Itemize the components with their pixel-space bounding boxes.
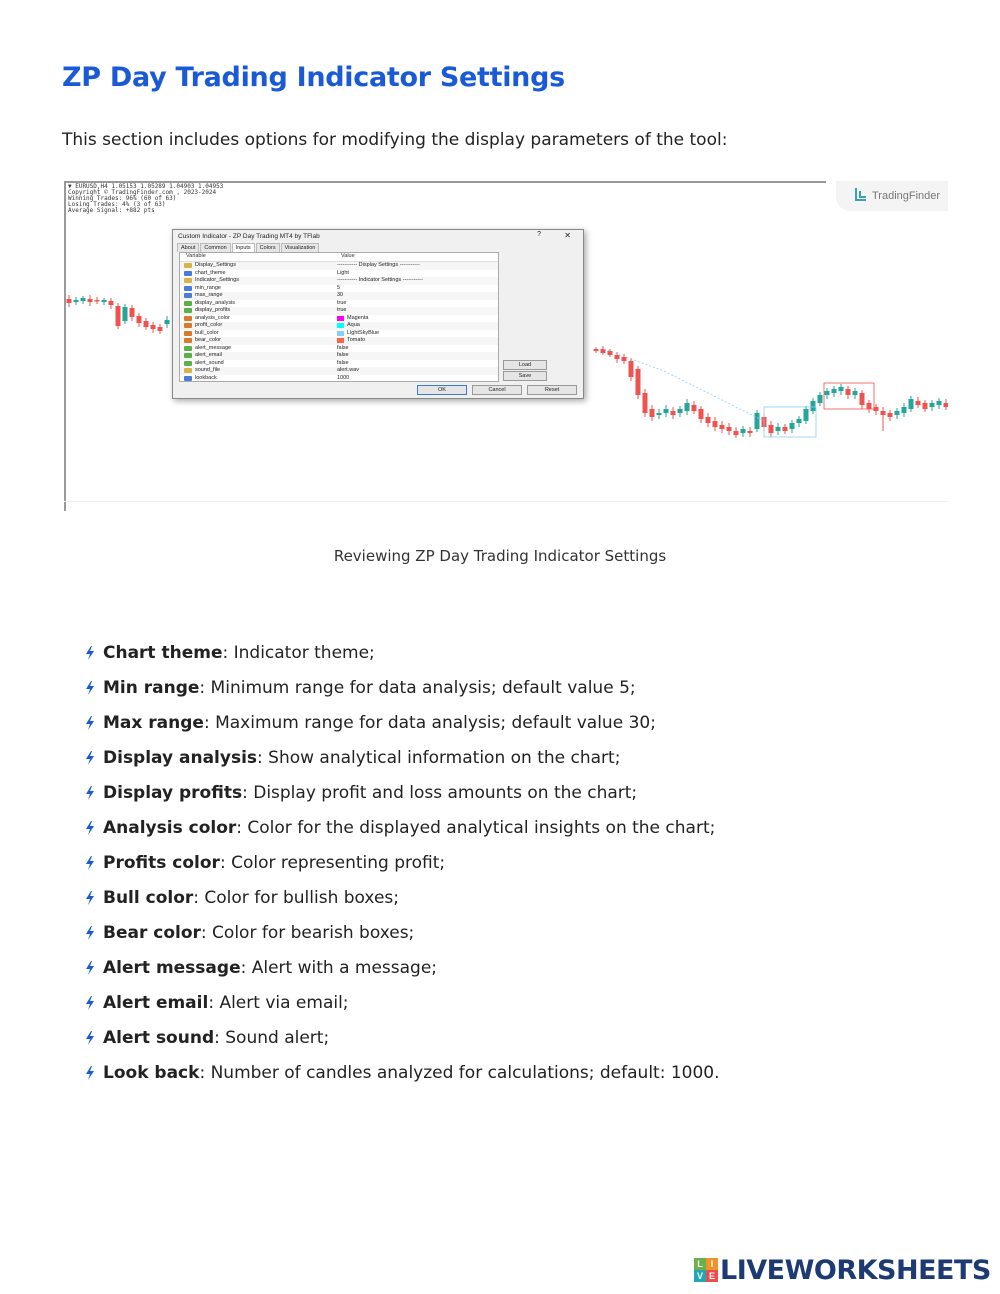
variable-value[interactable] [337,322,360,330]
figure-caption: Reviewing ZP Day Trading Indicator Settings [333,547,667,565]
candle [790,420,795,433]
color-swatch [337,331,344,336]
table-row[interactable] [180,300,498,308]
info-line: ▼ EURUSD,H4 1.05153 1.05289 1.04903 1.04953 [68,183,224,190]
candle [67,295,72,307]
value-text: 1000 [337,374,350,381]
candle [137,313,142,327]
ok-button[interactable]: OK [417,385,467,395]
info-line: Copyright © TradingFinder.com , 2023-2024 [68,189,217,196]
candle [601,346,606,355]
dialog-tabs [177,243,320,252]
value-text: Aqua [347,322,360,328]
variable-name: display_analysis [195,299,236,306]
item-text [103,1028,329,1048]
item-description: : Sound alert; [214,1028,330,1048]
color-swatch [337,316,344,321]
color-swatch [337,338,344,343]
item-label: Profits color [103,853,220,873]
value-text: Light [337,269,349,276]
item-label: Alert message [103,958,241,978]
save-button[interactable]: Save [503,371,547,381]
item-label: Alert email [103,993,209,1013]
liveworksheets-text: LIVEWORKSHEETS [720,1254,991,1286]
list-item [84,1063,720,1098]
candle [776,423,781,435]
list-item [84,783,720,818]
item-description: : Maximum range for data analysis; default value 30; [203,713,656,733]
lightning-bolt-icon [84,646,96,660]
lightning-bolt-icon [84,961,96,975]
parameter-type-icon [184,368,192,373]
item-label: Max range [103,713,204,733]
settings-list [84,643,720,1098]
variable-name: Display_Settings [195,262,236,268]
table-row[interactable] [180,270,498,278]
custom-indicator-dialog [172,229,584,399]
candle [741,426,746,437]
list-item [84,888,720,923]
table-row[interactable] [180,307,498,315]
parameter-type-icon [184,346,192,351]
item-text [103,1063,720,1083]
tab-about[interactable]: About [177,243,199,252]
liveworksheets-logo [694,1255,991,1285]
parameter-type-icon [184,286,192,291]
lightning-bolt-icon [84,891,96,905]
item-text [103,993,349,1013]
value-text: ----------- Indicator Settings ----------- [337,277,423,283]
variable-name: bear_color [195,337,221,343]
candle [685,399,690,415]
list-item [84,678,720,713]
variable-value[interactable] [337,345,349,353]
candle [151,322,156,333]
candle [123,304,128,324]
item-description: : Alert with a message; [240,958,438,978]
candle [748,427,753,437]
candle [888,410,893,421]
candle [930,400,935,411]
load-button[interactable]: Load [503,360,547,370]
candle [804,406,809,424]
tab-common[interactable]: Common [200,243,230,252]
table-row[interactable] [180,345,498,353]
table-row[interactable] [180,292,498,300]
item-description: : Alert via email; [208,993,349,1013]
candle [818,392,823,406]
candle [88,295,93,306]
item-description: : Show analytical information on the chart; [257,748,621,768]
item-description: : Color for bullish boxes; [193,888,399,908]
lightning-bolt-icon [84,1066,96,1080]
color-swatch [337,323,344,328]
table-row[interactable] [180,375,498,383]
item-text [103,888,399,908]
variable-name: lookback [195,374,217,381]
candle [783,424,788,434]
column-value: Value [341,253,355,259]
value-text: 5 [337,284,341,291]
table-body [180,262,498,382]
item-label: Display analysis [103,748,258,768]
candle [657,409,662,419]
variable-name: alert_sound [195,359,224,366]
table-row[interactable] [180,262,498,270]
list-item [84,713,720,748]
candle [937,398,942,409]
variable-value[interactable] [337,300,346,308]
candle [727,423,732,435]
mark-letter: I [706,1258,718,1270]
list-item [84,993,720,1028]
candle [81,296,86,304]
candle [860,390,865,409]
candle [130,305,135,321]
candle [95,297,100,304]
candle [699,406,704,423]
parameter-type-icon [184,331,192,336]
mark-letter: E [706,1270,718,1282]
candle [594,347,599,353]
candle [895,408,900,419]
parameter-type-icon [184,376,192,381]
candle [144,318,149,330]
item-description: : Minimum range for data analysis; default value 5; [199,678,636,698]
item-text [103,853,445,873]
item-text [103,643,375,663]
table-row[interactable] [180,330,498,338]
help-button[interactable]: ? [537,231,541,238]
liveworksheets-mark-icon [694,1258,718,1282]
candle [692,401,697,414]
variable-name: profit_color [195,322,223,328]
variable-name: chart_theme [195,269,226,276]
variable-name: sound_file [195,367,221,373]
lightning-bolt-icon [84,821,96,835]
lightning-bolt-icon [84,681,96,695]
list-item [84,748,720,783]
candle [671,407,676,419]
item-text [103,748,620,768]
list-item [84,923,720,958]
candle [846,386,851,399]
candle [839,384,844,395]
lightning-bolt-icon [84,856,96,870]
item-description: : Color for bearish boxes; [200,923,415,943]
info-line: Winning Trades: 96% (60 of 63) [68,195,177,202]
table-row[interactable] [180,315,498,323]
value-text: LightSkyBlue [347,329,380,336]
candle [923,400,928,412]
item-text [103,678,636,698]
variable-value[interactable] [337,360,349,368]
lightning-bolt-icon [84,751,96,765]
candle [713,417,718,431]
value-text: true [337,299,347,306]
item-text [103,958,437,978]
variable-value[interactable] [337,262,420,270]
parameter-type-icon [184,263,192,268]
lightning-bolt-icon [84,786,96,800]
item-text [103,818,715,838]
intro-text: This section includes options for modifying the display parameters of the tool: [62,130,728,150]
value-text: alert.wav [337,367,360,373]
candle [650,405,655,421]
item-label: Look back [103,1063,200,1083]
candle [158,324,163,334]
candle [755,410,760,432]
parameter-type-icon [184,271,192,276]
candle [825,388,830,399]
candle [102,298,107,305]
item-label: Analysis color [103,818,237,838]
item-description: : Color for the displayed analytical insights on the chart; [236,818,716,838]
item-label: Bull color [103,888,194,908]
table-row[interactable] [180,277,498,285]
value-text: true [337,307,347,313]
table-row[interactable] [180,285,498,293]
candle [916,397,921,408]
candle [116,303,121,329]
variable-value[interactable] [337,292,343,300]
item-description: : Display profit and loss amounts on the chart; [242,783,638,803]
variable-value[interactable] [337,285,340,293]
dialog-title: Custom Indicator - ZP Day Trading MT4 by TFlab [178,233,320,240]
item-text [103,783,637,803]
tab-colors[interactable]: Colors [256,243,280,252]
parameter-type-icon [184,353,192,358]
parameter-type-icon [184,308,192,313]
variable-value[interactable] [337,375,349,383]
trend-line [604,349,764,421]
variable-name: display_profits [195,307,231,313]
candle [944,399,949,410]
variable-name: alert_message [195,344,232,351]
parameter-type-icon [184,338,192,343]
candle [909,396,914,412]
value-text: false [337,344,349,351]
parameter-type-icon [184,301,192,306]
table-row[interactable] [180,337,498,345]
settings-screenshot [64,181,948,511]
candle [832,386,837,397]
item-description: : Number of candles analyzed for calculations; default: 1000. [199,1063,720,1083]
table-header [180,253,498,262]
candle [853,388,858,399]
item-description: : Color representing profit; [219,853,446,873]
variable-value[interactable] [337,277,423,285]
table-row[interactable] [180,367,498,375]
candle [678,406,683,417]
value-text: Tomato [347,337,366,343]
candle [629,358,634,381]
candle [622,354,627,364]
candle [811,398,816,414]
list-item [84,853,720,888]
candle [74,297,79,305]
value-text: false [337,352,349,358]
close-button[interactable]: ✕ [564,231,571,240]
table-row[interactable] [180,360,498,368]
item-text [103,923,414,943]
tab-visualization[interactable]: Visualization [281,243,320,252]
item-label: Chart theme [103,643,223,663]
variable-name: max_range [195,292,223,298]
candle [643,389,648,417]
candle [720,421,725,433]
item-label: Alert sound [103,1028,215,1048]
column-variable: Variable [186,253,206,259]
logo-text: TradingFinder [872,190,941,202]
table-row[interactable] [180,352,498,360]
variable-name: analysis_color [195,314,230,321]
candle [797,416,802,427]
parameter-type-icon [184,278,192,283]
candle [881,407,886,431]
list-item [84,958,720,993]
value-text: ----------- Display Settings ----------- [337,262,420,268]
parameter-type-icon [184,323,192,328]
parameter-type-icon [184,361,192,366]
item-label: Display profits [103,783,243,803]
parameter-type-icon [184,293,192,298]
candle [867,400,872,413]
cancel-button[interactable]: Cancel [472,385,522,395]
candle [165,316,170,328]
item-text [103,713,656,733]
candle [706,413,711,427]
tab-inputs[interactable]: Inputs [232,243,255,252]
mark-letter: L [694,1258,706,1270]
mark-letter: V [694,1270,706,1282]
lightning-bolt-icon [84,716,96,730]
reset-button[interactable]: Reset [527,385,577,395]
list-item [84,818,720,853]
lightning-bolt-icon [84,926,96,940]
candle [902,403,907,417]
lightning-bolt-icon [84,1031,96,1045]
candle [769,421,774,437]
variable-value[interactable] [337,367,359,375]
variable-value[interactable] [337,270,349,278]
variable-value[interactable] [337,330,379,338]
value-text: false [337,359,349,366]
list-item [84,1028,720,1063]
item-label: Bear color [103,923,201,943]
inputs-table [179,252,499,382]
variable-value[interactable] [337,352,349,360]
variable-value[interactable] [337,315,368,323]
candle [109,298,114,309]
value-text: 30 [337,292,344,298]
candle [734,427,739,438]
info-line: Average Signal: +882 pts [68,207,155,214]
variable-name: bull_color [195,329,219,336]
parameter-type-icon [184,316,192,321]
list-item [84,643,720,678]
candle [664,405,669,417]
item-description: : Indicator theme; [222,643,375,663]
variable-name: Indicator_Settings [195,277,240,283]
variable-name: min_range [195,284,221,291]
variable-value[interactable] [337,307,346,315]
variable-value[interactable] [337,337,365,345]
value-text: Magenta [347,314,369,321]
candle [636,366,641,399]
info-line: Losing Trades: 4% (3 of 63) [68,201,166,208]
item-label: Min range [103,678,200,698]
variable-name: alert_email [195,352,222,358]
lightning-bolt-icon [84,996,96,1010]
page-title: ZP Day Trading Indicator Settings [62,62,565,93]
table-row[interactable] [180,322,498,330]
